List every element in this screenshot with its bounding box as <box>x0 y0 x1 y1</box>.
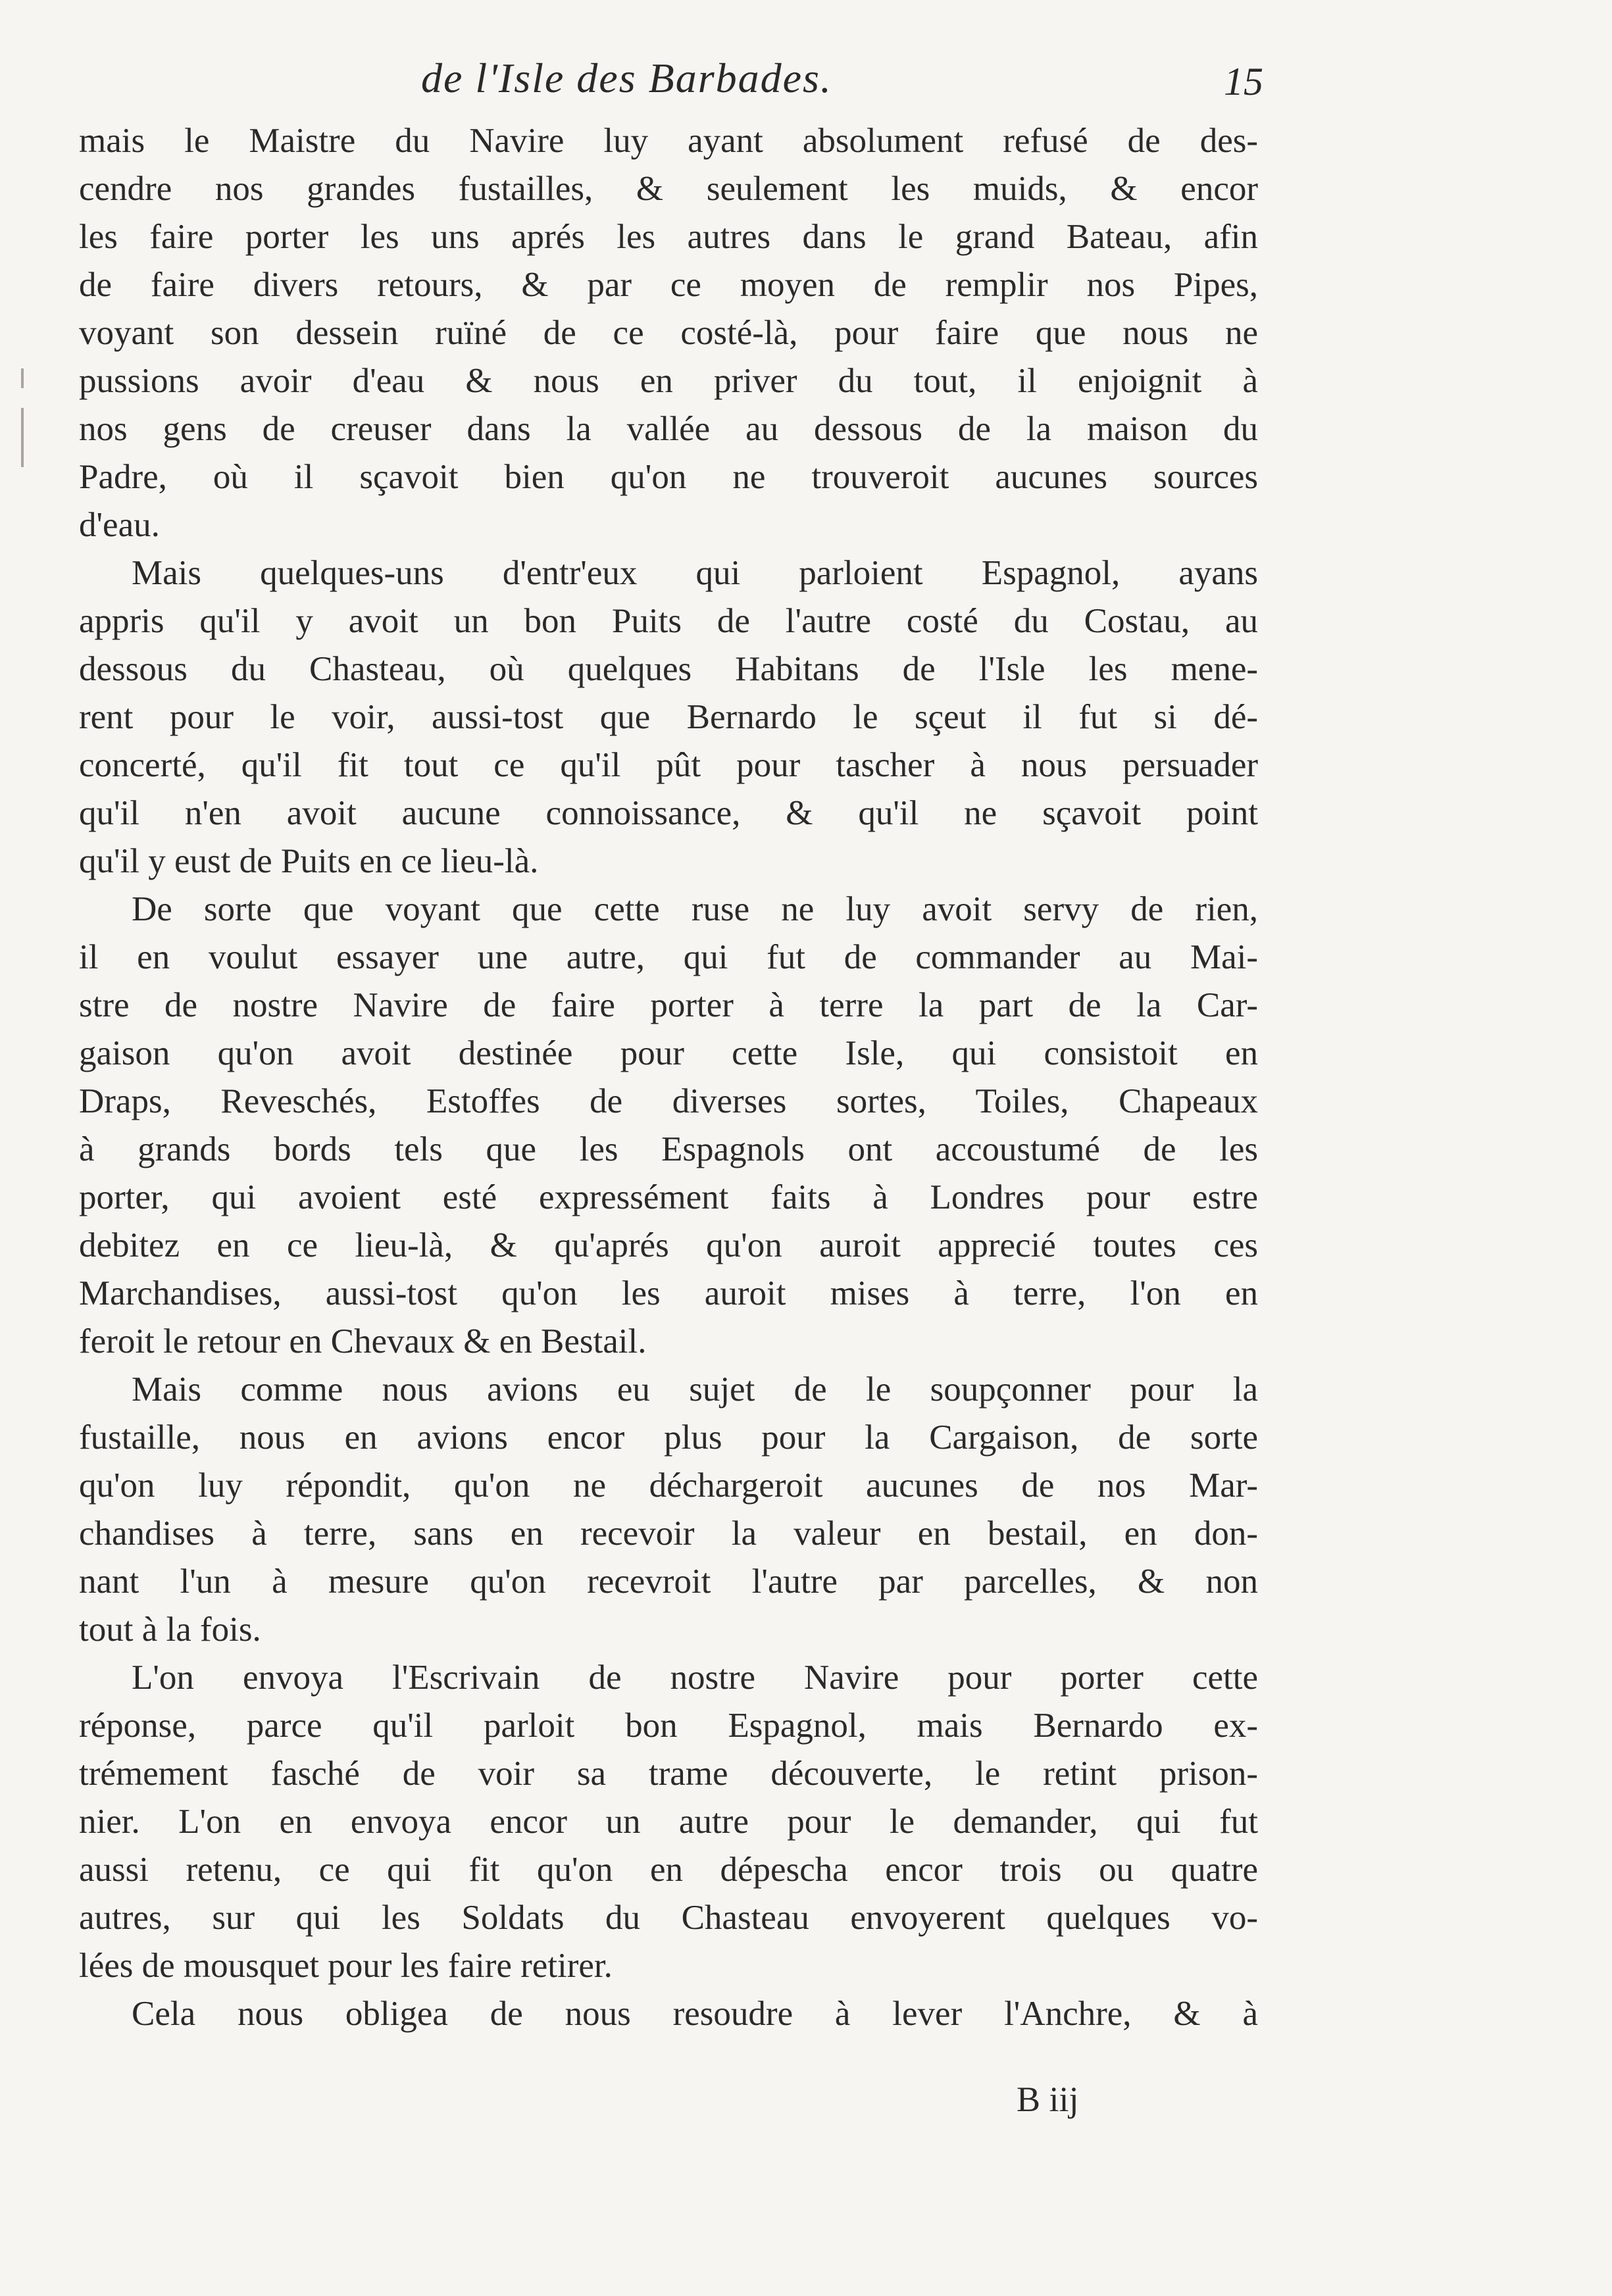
text-line: mais le Maistre du Navire luy ayant absolument refusé de des- <box>79 122 1258 160</box>
text-line: feroit le retour en Chevaux & en Bestail. <box>79 1322 647 1360</box>
text-line: nant l'un à mesure qu'on recevroit l'autre par parcelles, & non <box>79 1562 1258 1601</box>
text-line: Mais quelques-uns d'entr'eux qui parloient Espagnol, ayans <box>132 554 1258 592</box>
text-line: autres, sur qui les Soldats du Chasteau envoyerent quelques vo- <box>79 1899 1258 1937</box>
text-line: qu'il y eust de Puits en ce lieu-là. <box>79 842 539 880</box>
paragraph <box>79 886 1258 1366</box>
paragraph <box>79 117 1258 549</box>
page-number: 15 <box>1224 60 1263 103</box>
text-line: dessous du Chasteau, où quelques Habitans de l'Isle les mene- <box>79 650 1258 688</box>
text-line: nos gens de creuser dans la vallée au dessous de la maison du <box>79 410 1258 448</box>
text-line: Cela nous obligea de nous resoudre à lever l'Anchre, & à <box>132 1995 1258 2033</box>
text-line: d'eau. <box>79 506 160 544</box>
paragraph <box>79 549 1258 886</box>
paragraph <box>79 1654 1258 1990</box>
paragraph <box>79 1990 1258 2038</box>
text-line: trémement fasché de voir sa trame découverte, le retint prison- <box>79 1755 1258 1793</box>
text-line: Padre, où il sçavoit bien qu'on ne trouveroit aucunes sources <box>79 458 1258 496</box>
text-line: réponse, parce qu'il parloit bon Espagnol, mais Bernardo ex- <box>79 1707 1258 1745</box>
text-line: L'on envoya l'Escrivain de nostre Navire pour porter cette <box>132 1659 1258 1697</box>
text-line: fustaille, nous en avions encor plus pour la Cargaison, de sorte <box>79 1418 1258 1457</box>
text-line: rent pour le voir, aussi-tost que Bernardo le sçeut il fut si dé- <box>79 698 1258 736</box>
text-line: qu'on luy répondit, qu'on ne déchargeroit aucunes de nos Mar- <box>79 1466 1258 1505</box>
text-line: porter, qui avoient esté expressément faits à Londres pour estre <box>79 1178 1258 1216</box>
text-line: aussi retenu, ce qui fit qu'on en dépescha encor trois ou quatre <box>79 1851 1258 1889</box>
text-line: chandises à terre, sans en recevoir la valeur en bestail, en don- <box>79 1514 1258 1553</box>
text-line: appris qu'il y avoit un bon Puits de l'autre costé du Costau, au <box>79 602 1258 640</box>
paragraph <box>79 1366 1258 1654</box>
margin-mark <box>21 408 24 467</box>
text-line: De sorte que voyant que cette ruse ne luy avoit servy de rien, <box>132 890 1258 928</box>
running-head <box>0 54 1612 113</box>
text-line: gaison qu'on avoit destinée pour cette Isle, qui consistoit en <box>79 1034 1258 1072</box>
text-line: pussions avoir d'eau & nous en priver du tout, il enjoignit à <box>79 362 1258 400</box>
text-line: Marchandises, aussi-tost qu'on les auroit mises à terre, l'on en <box>79 1274 1258 1312</box>
text-line: voyant son dessein ruïné de ce costé-là, pour faire que nous ne <box>79 314 1258 352</box>
text-line: nier. L'on en envoya encor un autre pour le demander, qui fut <box>79 1803 1258 1841</box>
text-line: stre de nostre Navire de faire porter à terre la part de la Car- <box>79 986 1258 1024</box>
text-line: debitez en ce lieu-là, & qu'aprés qu'on auroit apprecié toutes ces <box>79 1226 1258 1264</box>
text-line: de faire divers retours, & par ce moyen de remplir nos Pipes, <box>79 266 1258 304</box>
text-line: Draps, Reveschés, Estoffes de diverses sortes, Toiles, Chapeaux <box>79 1082 1258 1120</box>
body-text <box>79 117 1258 2038</box>
text-line: lées de mousquet pour les faire retirer. <box>79 1947 613 1985</box>
text-line: concerté, qu'il fit tout ce qu'il pût pour tascher à nous persuader <box>79 746 1258 784</box>
margin-mark <box>21 368 24 388</box>
running-title: de l'Isle des Barbades. <box>421 55 832 101</box>
text-line: Mais comme nous avions eu sujet de le soupçonner pour la <box>132 1370 1258 1409</box>
text-line: à grands bords tels que les Espagnols ont accoustumé de les <box>79 1130 1258 1168</box>
text-line: cendre nos grandes fustailles, & seulement les muids, & encor <box>79 170 1258 208</box>
text-line: tout à la fois. <box>79 1610 261 1649</box>
text-line: il en voulut essayer une autre, qui fut de commander au Mai- <box>79 938 1258 976</box>
signature-mark: B iij <box>1017 2080 1079 2119</box>
text-line: les faire porter les uns aprés les autres dans le grand Bateau, afin <box>79 218 1258 256</box>
text-line: qu'il n'en avoit aucune connoissance, & qu'il ne sçavoit point <box>79 794 1258 832</box>
